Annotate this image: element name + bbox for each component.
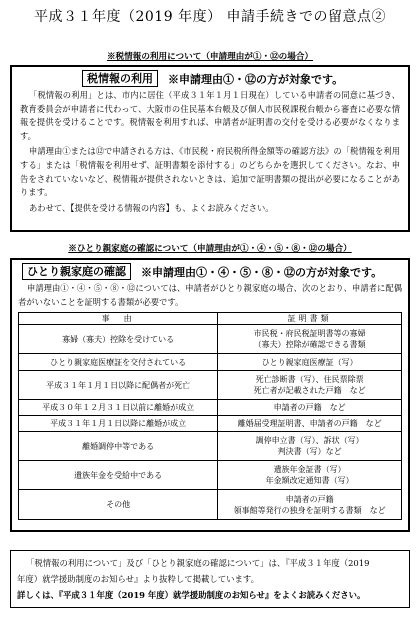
- single-parent-box: [10, 258, 410, 532]
- note-line-3: 詳しくは、『平成３１年度（2019 年度）就学援助制度のお知らせ』をよくお読みください。: [17, 590, 366, 600]
- document-line: 市民税・府民税証明書等の寡婦: [253, 329, 366, 339]
- document-line: 遺族年金証書（写）: [273, 465, 346, 475]
- documents-cell: [218, 461, 402, 490]
- table-row: [19, 325, 402, 354]
- document-line: 死亡者が記載された戸籍 など: [253, 386, 366, 396]
- note-line-1: 「税情報の利用について」及び「ひとり親家庭の確認について」は、『平成３１年度（2019: [26, 558, 370, 568]
- tax-info-paragraph-1: 「税情報の利用」とは、市内に居住（平成３１年１月１日現在）している申請者の同意に基づき、教育委員会が申請者に代わって、大阪市の住民基本台帳及び個人市民税課税台帳から審査に必要な情報を提供を受けることです。税情報を利用すれば、申請者が証明書の交付を受ける必要がなくなります。: [20, 90, 400, 141]
- document-line: ひとり親家庭医療証（写）: [261, 357, 358, 367]
- single-parent-heading-row: [22, 263, 402, 280]
- document-line: 領事館等発行の独身を証明する書類 など: [233, 505, 386, 515]
- tax-info-box: [10, 65, 410, 232]
- table-row: [19, 432, 402, 461]
- page-title: 平成３１年度（2019 年度） 申請手続きでの留意点②: [33, 9, 387, 25]
- reason-cell: 平成３１年１月１日以降に配偶者が死亡: [19, 371, 218, 400]
- document-line: 申請者の戸籍: [285, 494, 334, 504]
- header-reason: 事 由: [19, 313, 218, 325]
- table-row: [19, 416, 402, 432]
- tax-info-caption-text: ※税情報の利用について（申請理由が①・⑫の場合）: [106, 52, 314, 62]
- note-line-2: 年度）就学援助制度のお知らせ』より抜粋して掲載しています。: [17, 574, 259, 584]
- documents-cell: [218, 490, 402, 520]
- document-line: 判決書（写）など: [277, 447, 342, 457]
- documents-cell: [218, 354, 402, 371]
- tax-info-paragraph-3: あわせて、【提供を受ける情報の内容】も、よくお読みください。: [29, 202, 274, 213]
- reason-cell: 遺族年金を受給中である: [19, 461, 218, 490]
- document-line: 調停申立書（写）、訴状（写）: [255, 436, 364, 446]
- single-parent-target: ※申請理由①・④・⑤・⑧・⑫の方が対象です。: [141, 265, 383, 279]
- table-row: [19, 461, 402, 490]
- table-body: [19, 325, 402, 520]
- tax-info-paragraph-2: 申請理由①または⑫で申請される方は、《市民税・府民税所得金額等の確認方法》の「税情報を利用する」または「税情報を利用せず、証明書類を添付する」のどちらかを選択してください。なお、申告をされていないなど、税情報が提供されないときは、追加で証明書類の提出が必要になることがあります。: [20, 146, 400, 198]
- tax-info-heading-row: [82, 70, 400, 87]
- reason-cell: 寡婦（寡夫）控除を受けている: [19, 325, 218, 354]
- single-parent-section-caption: [0, 242, 420, 254]
- document-line: 申請者の戸籍 など: [273, 403, 346, 413]
- table-row: [19, 354, 402, 371]
- single-parent-caption-text: ※ひとり親家庭の確認について（申請理由が①・④・⑤・⑧・⑫の場合）: [68, 244, 352, 254]
- tax-info-target: ※申請理由①・⑫の方が対象です。: [168, 72, 344, 86]
- reason-cell: 離婚調停中等である: [19, 432, 218, 461]
- table-row: [19, 490, 402, 520]
- documents-cell: [218, 371, 402, 400]
- table-header-row: [19, 313, 402, 325]
- table-row: [19, 371, 402, 400]
- documents-cell: [218, 400, 402, 416]
- reason-cell: 平成３１年１月１日以降に離婚が成立: [19, 416, 218, 432]
- document-line: 離婚届受理証明書、申請者の戸籍 など: [237, 419, 382, 429]
- documents-cell: [218, 416, 402, 432]
- tax-info-section-caption: [0, 50, 420, 62]
- note-box: [10, 550, 410, 608]
- reason-cell: ひとり親家庭医療証を交付されている: [19, 354, 218, 371]
- table-row: [19, 400, 402, 416]
- single-parent-tag: ひとり親家庭の確認: [22, 263, 131, 280]
- reason-cell: その他: [19, 490, 218, 520]
- required-documents-table: [18, 312, 402, 520]
- document-line: 死亡診断書（写）、住民票除票: [255, 375, 364, 385]
- document-line: 年金額改定通知書（写）: [265, 476, 354, 486]
- header-documents: 証明書類: [218, 313, 402, 325]
- reason-cell: 平成３０年１２月３１日以前に離婚が成立: [19, 400, 218, 416]
- single-parent-paragraph: 申請理由①・④・⑤・⑧・⑫については、申請者がひとり親家庭の場合、次のとおり、申請者に配偶者がいないことを証明する書類が必要です。: [18, 283, 402, 307]
- documents-cell: [218, 325, 402, 354]
- tax-info-tag: 税情報の利用: [82, 70, 158, 87]
- document-line: （寡夫）控除が確認できる書類: [253, 340, 366, 350]
- documents-cell: [218, 432, 402, 461]
